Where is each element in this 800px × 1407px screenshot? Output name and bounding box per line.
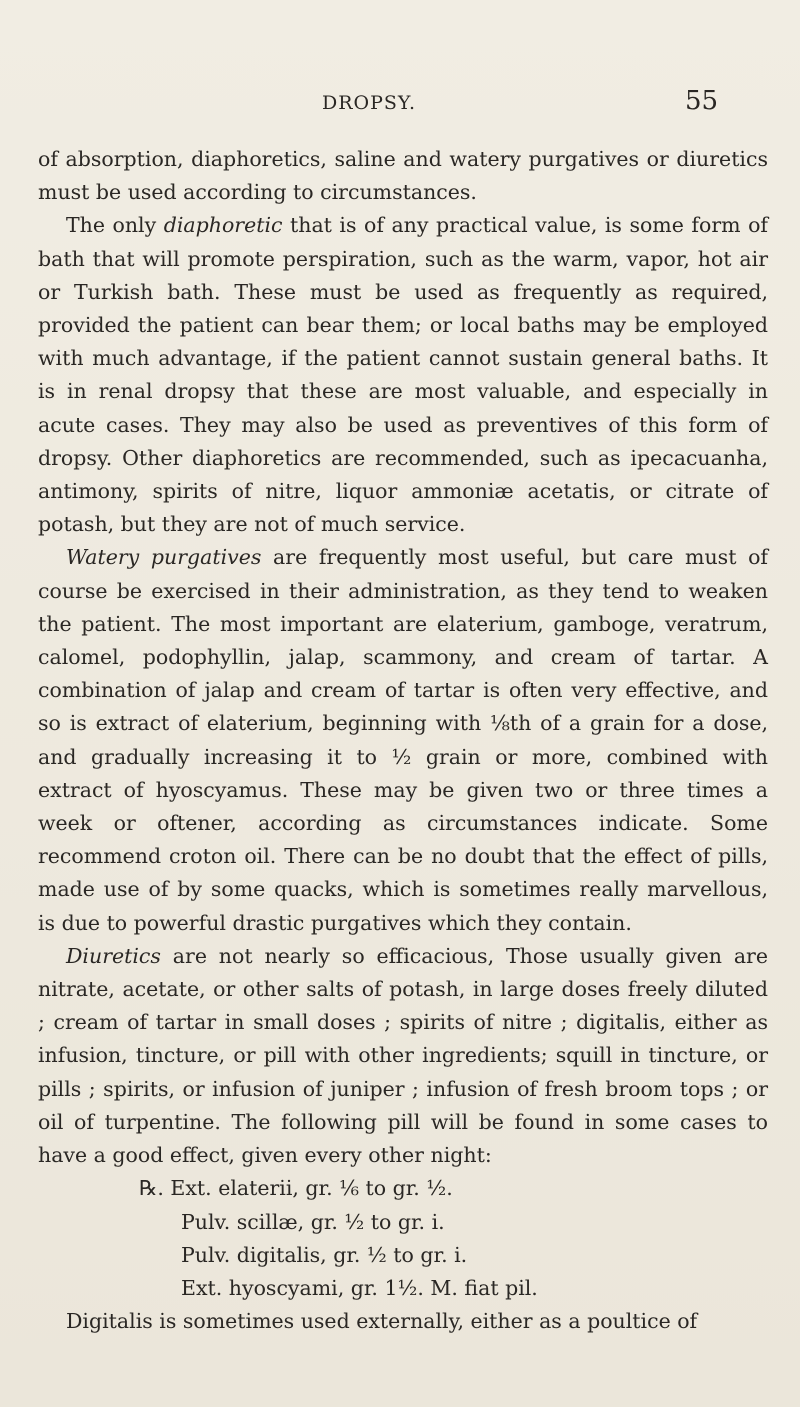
page-header (0, 80, 800, 120)
recipe-line: Pulv. digitalis, gr. ½ to gr. i. (181, 1242, 468, 1267)
body-text (38, 143, 768, 1338)
paragraph-diaphoretic: The only diaphoretic that is of any practical value, is some form of bath that will promote perspiration, such as the warm, vapor, hot air or Turkish bath. These must be used as frequently as required, provided the patient can bear them; or local baths may be employed with much advantage, if the patient cannot sustain general baths. It is in renal dropsy that these are most valuable, and especially in acute cases. They may also be used as preventives of this form of dropsy. Other diaphoretics are recommended, such as ipecacuanha, antimony, spirits of nitre, liquor ammoniæ acetatis, or citrate of potash, but they are not of much service. (38, 213, 768, 537)
pill-recipe (139, 1172, 768, 1305)
term-diuretics: Diuretics (66, 943, 161, 968)
recipe-line: ℞. Ext. elaterii, gr. ⅙ to gr. ½. (139, 1176, 453, 1201)
term-diaphoretic: diaphoretic (163, 213, 283, 238)
page-number: 55 (685, 86, 719, 116)
paragraph-diuretics: Diuretics are not nearly so efficacious, Those usually given are nitrate, acetate, or other salts of potash, in large doses freely diluted ; cream of tartar in small doses ; spirits of nitre ; digitalis, either as infusion, tincture, or pill with other ingredients; squill in tincture, or pills ; spirits, or infusion of juniper ; infusion of fresh broom tops ; or oil of turpentine. The following pill will be found in some cases to have a good effect, given every other night: (38, 943, 768, 1168)
recipe-line: Ext. hyoscyami, gr. 1½. M. fiat pil. (181, 1275, 538, 1300)
running-head: DROPSY. (322, 92, 417, 114)
paragraph-watery-purgatives: Watery purgatives are frequently most useful, but care must of course be exercised in their administration, as they tend to weaken the patient. The most important are elaterium, gamboge, veratrum, calomel, podophyllin, jalap, scammony, and cream of tartar. A combination of jalap and cream of tartar is often very effective, and so is extract of elaterium, beginning with ⅛th of a grain for a dose, and gradually increasing it to ½ grain or more, combined with extract of hyoscyamus. These may be given two or three times a week or oftener, according as circumstances indicate. Some recommend croton oil. There can be no doubt that the effect of pills, made use of by some quacks, which is sometimes really marvellous, is due to powerful drastic purgatives which they contain. (38, 545, 769, 935)
term-watery-purgatives: Watery purgatives (66, 545, 262, 570)
paragraph-absorption: of absorption, diaphoretics, saline and watery purgatives or diuretics must be used according to circumstances. (38, 147, 768, 205)
paragraph-digitalis-external: Digitalis is sometimes used externally, either as a poultice of (66, 1309, 698, 1334)
recipe-line: Pulv. scillæ, gr. ½ to gr. i. (181, 1209, 445, 1234)
